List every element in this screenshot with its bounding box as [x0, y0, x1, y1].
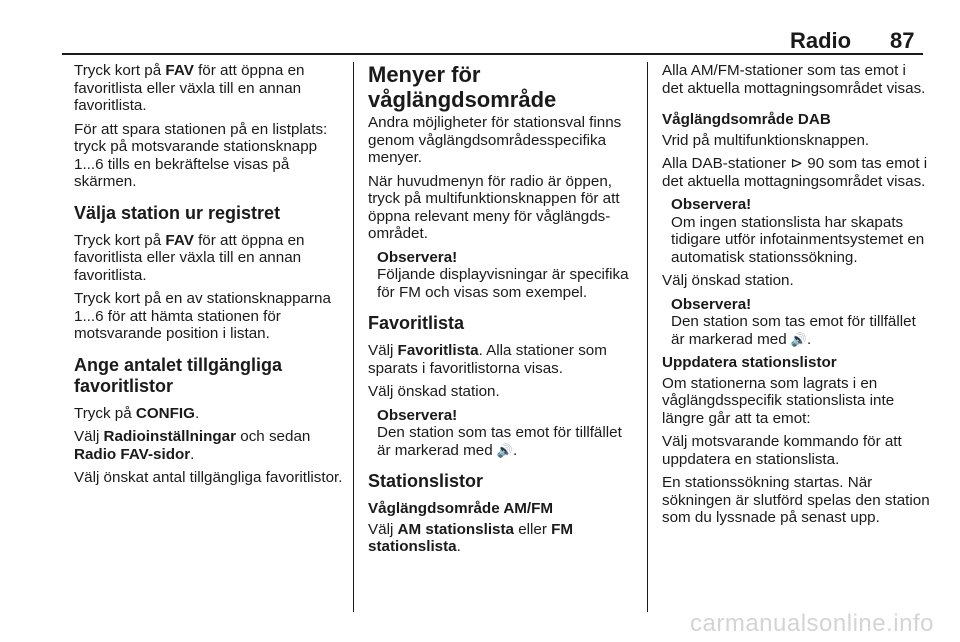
- speaker-icon: 🔊: [496, 442, 514, 458]
- section-heading: Välja station ur registret: [74, 202, 281, 223]
- note-label: Observera!: [671, 295, 752, 313]
- speaker-icon: 🔊: [790, 331, 808, 347]
- note-label: Observera!: [377, 406, 458, 424]
- paragraph: Tryck kort på en av stationsknapparna 1...6 för att hämta stationen för motsvarande position i listan.: [74, 290, 331, 342]
- column-divider-1: [353, 62, 354, 612]
- paragraph: Tryck kort på FAV för att öppna en favoritlista eller växla till en annan favoritlista.: [74, 62, 305, 114]
- section-heading: Ange antalet tillgängliga favoritlistor: [74, 354, 283, 396]
- paragraph: En stationssökning startas. När sökningen är slutförd spelas den station som du lyssnade på senast upp.: [662, 474, 930, 526]
- page-number: 87: [890, 28, 915, 53]
- paragraph: Välj motsvarande kommando för att uppdatera en stationslista.: [662, 433, 902, 468]
- note-text: Om ingen stationslista har skapats tidigare utför infotainmentsystemet en automatisk stationssökning.: [671, 213, 925, 266]
- paragraph: Välj önskad station.: [662, 272, 794, 289]
- column-divider-2: [647, 62, 648, 612]
- paragraph: När huvudmenyn för radio är öppen, tryck på multifunktionsknappen för att öppna relevant meny för våglängdsområdet.: [368, 172, 620, 242]
- subsection-heading: Våglängdsområde DAB: [662, 111, 831, 128]
- column-1: [74, 62, 346, 493]
- page-header-title: Radio: [790, 28, 852, 53]
- paragraph: Tryck på CONFIG.: [74, 404, 200, 422]
- paragraph: Tryck kort på FAV för att öppna en favoritlista eller växla till en annan favoritlista.: [74, 231, 305, 284]
- note: [662, 196, 930, 266]
- section-heading: Favoritlista: [368, 313, 465, 333]
- paragraph: För att spara stationen på en listplats: tryck på motsvarande stationsknapp 1...6 tills en bekräftelse visas på skärmen.: [74, 120, 328, 190]
- section-heading: Stationslistor: [368, 471, 484, 491]
- note-text: Den station som tas emot för tillfället är markerad med: [377, 424, 622, 459]
- paragraph: Alla DAB-stationer ⊳ 90 som tas emot i det aktuella mottagningsområdet visas.: [662, 155, 928, 190]
- page-reference[interactable]: 90: [807, 155, 825, 172]
- paragraph: Vrid på multifunktionsknappen.: [662, 131, 870, 149]
- note-label: Observera!: [377, 248, 458, 266]
- paragraph: Välj önskat antal tillgängliga favoritlistor.: [74, 469, 343, 486]
- paragraph: Välj önskad station.: [368, 383, 500, 400]
- column-3: [662, 62, 930, 533]
- paragraph: Välj Radioinställningar och sedan Radio FAV-sidor.: [74, 428, 311, 463]
- paragraph: Andra möjligheter för stationsval finns genom våglängdsområdesspecifika menyer.: [368, 114, 622, 166]
- note: Observera! Den station som tas emot för tillfället är markerad med 🔊.: [662, 296, 930, 349]
- watermark: carmanualsonline.info: [690, 610, 934, 637]
- paragraph: Alla AM/FM-stationer som tas emot i det aktuella mottagningsområdet visas.: [662, 62, 926, 97]
- paragraph: Välj Favoritlista. Alla stationer som sparats i favoritlistorna visas.: [368, 342, 607, 377]
- note-label: Observera!: [671, 196, 752, 213]
- note: Observera! Den station som tas emot för tillfället är markerad med 🔊.: [368, 407, 636, 460]
- paragraph: Välj AM stationslista eller FM stationslista.: [368, 520, 574, 555]
- reference-arrow-icon: ⊳: [790, 155, 804, 172]
- header-rule: [62, 53, 923, 55]
- paragraph: Om stationerna som lagrats i en våglängdsspecifik stationslista inte längre går att ta emot:: [662, 374, 895, 427]
- note-text: Följande displayvisningar är specifika för FM och visas som exempel.: [377, 266, 629, 301]
- note-text: Den station som tas emot för tillfället är markerad med: [671, 313, 916, 348]
- chapter-heading: Menyer för våglängdsområde: [368, 62, 557, 112]
- column-2: [368, 62, 636, 562]
- note: [368, 249, 636, 302]
- subsection-heading: Våglängdsområde AM/FM: [368, 500, 554, 517]
- subsection-heading: Uppdatera stationslistor: [662, 354, 837, 371]
